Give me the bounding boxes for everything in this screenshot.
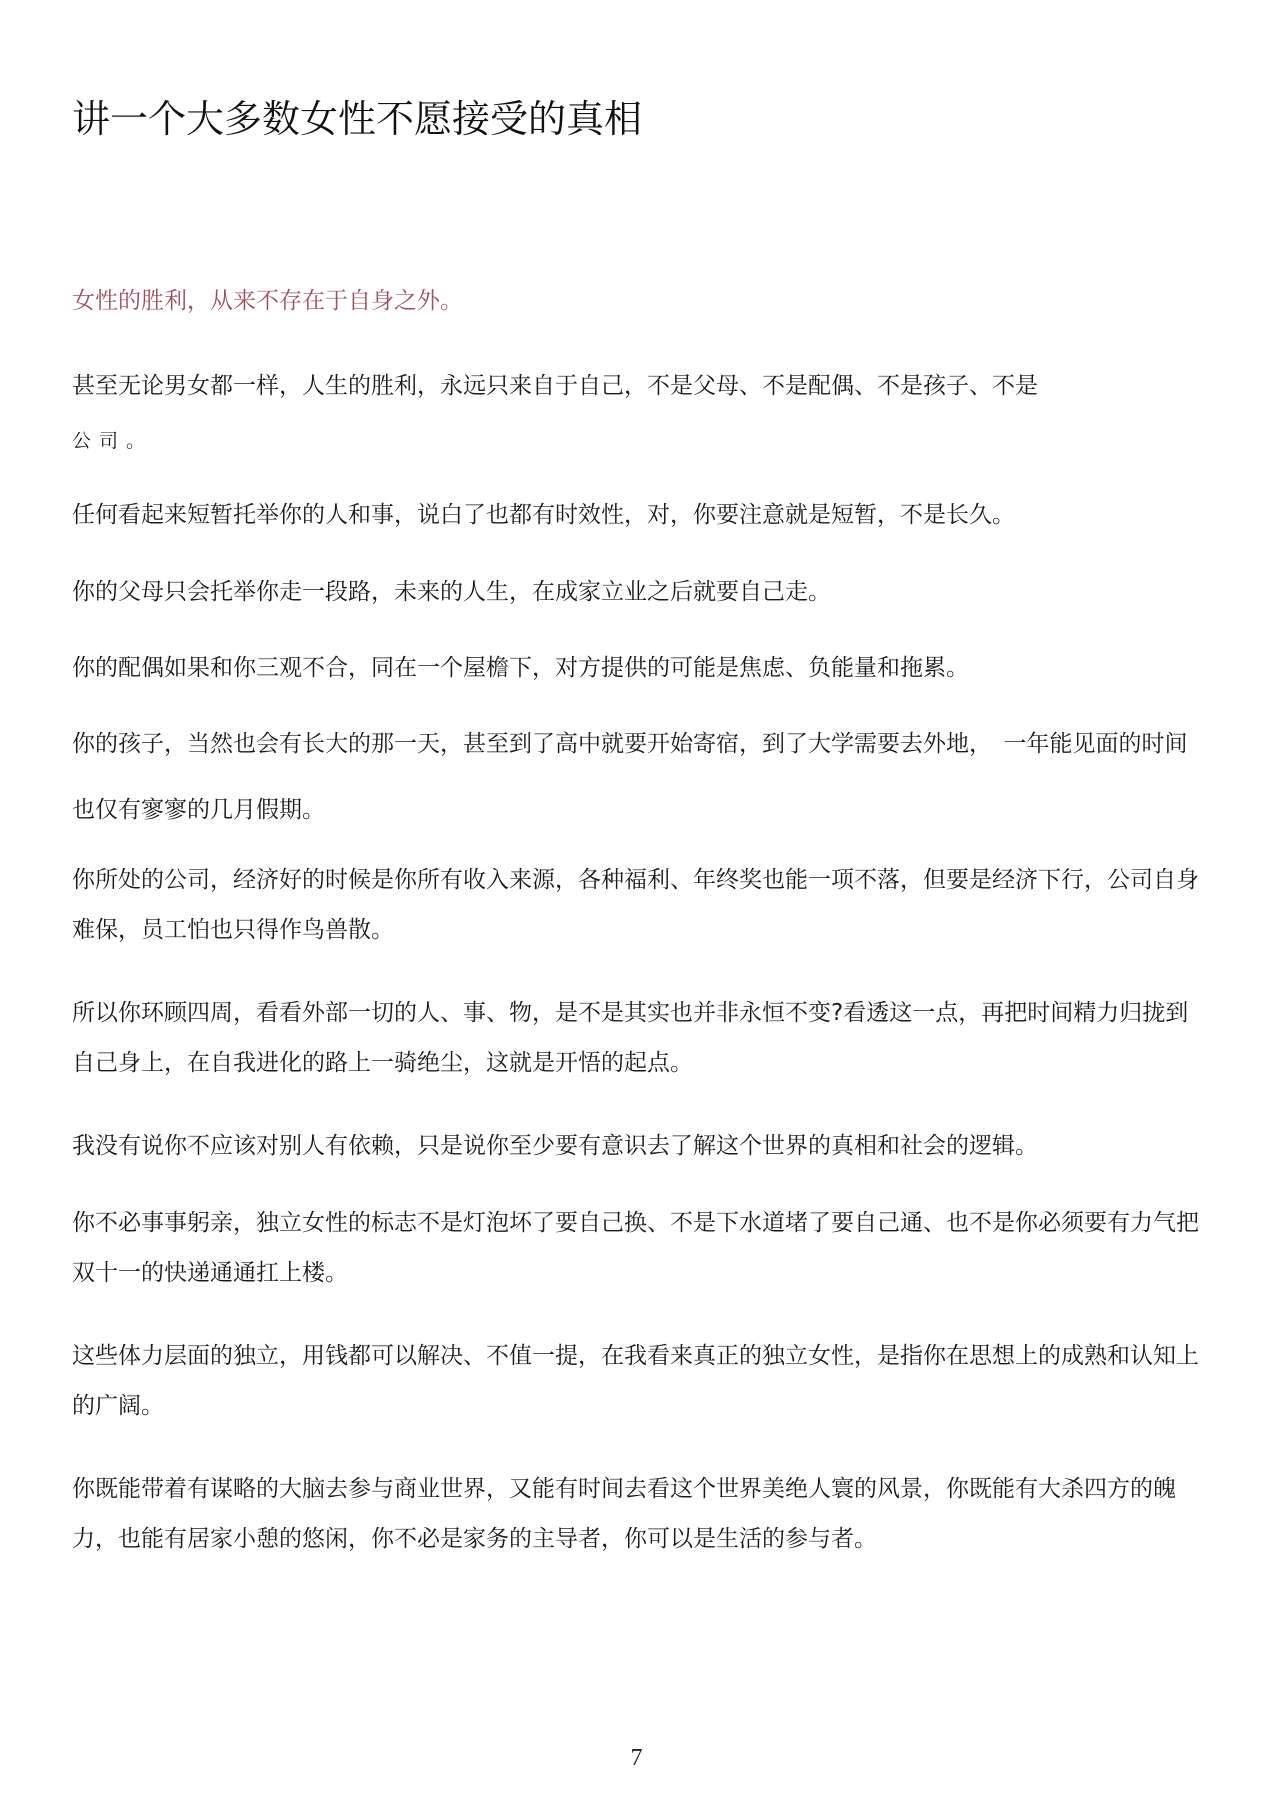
paragraph-1-main: 甚至无论男女都一样，人生的胜利，永远只来自于自己，不是父母、不是配偶、不是孩子、不是 xyxy=(72,373,1038,399)
paragraph-4: 你的配偶如果和你三观不合，同在一个屋檐下，对方提供的可能是焦虑、负能量和拖累。 xyxy=(72,655,969,681)
subtitle: 女性的胜利，从来不存在于自身之外。 xyxy=(72,288,463,314)
paragraph-1-tail: 公司。 xyxy=(72,430,154,452)
paragraph-1 xyxy=(72,359,1202,468)
paragraph-6: 你所处的公司，经济好的时候是你所有收入来源，各种福利、年终奖也能一项不落，但要是经济下行，公司自身难保，员工怕也只得作鸟兽散。 xyxy=(72,867,1199,943)
paragraph-10: 这些体力层面的独立，用钱都可以解决、不值一提，在我看来真正的独立女性，是指你在思想上的成熟和认知上的广阔。 xyxy=(72,1343,1199,1419)
paragraph-9: 你不必事事躬亲，独立女性的标志不是灯泡坏了要自己换、不是下水道堵了要自己通、也不是你必须要有力气把双十一的快递通通扛上楼。 xyxy=(72,1210,1199,1286)
paragraph-11: 你既能带着有谋略的大脑去参与商业世界，又能有时间去看这个世界美绝人寰的风景，你既能有大杀四方的魄力，也能有居家小憩的悠闲，你不必是家务的主导者，你可以是生活的参与者。 xyxy=(72,1476,1176,1552)
paragraph-3: 你的父母只会托举你走一段路，未来的人生，在成家立业之后就要自己走。 xyxy=(72,579,831,605)
paragraph-7: 所以你环顾四周，看看外部一切的人、事、物，是不是其实也并非永恒不变?看透这一点，再把时间精力归拢到自己身上，在自我进化的路上一骑绝尘，这就是开悟的起点。 xyxy=(72,1000,1189,1076)
paragraph-8: 我没有说你不应该对别人有依赖，只是说你至少要有意识去了解这个世界的真相和社会的逻辑。 xyxy=(72,1133,1038,1159)
page-number: 7 xyxy=(630,1745,643,1771)
paragraph-5: 你的孩子，当然也会有长大的那一天，甚至到了高中就要开始寄宿，到了大学需要去外地， 一年能见面的时间也仅有寥寥的几月假期。 xyxy=(72,731,1188,823)
page-title: 讲一个大多数女性不愿接受的真相 xyxy=(72,97,643,141)
paragraph-2: 任何看起来短暂托举你的人和事，说白了也都有时效性，对，你要注意就是短暂，不是长久。 xyxy=(72,502,1015,528)
